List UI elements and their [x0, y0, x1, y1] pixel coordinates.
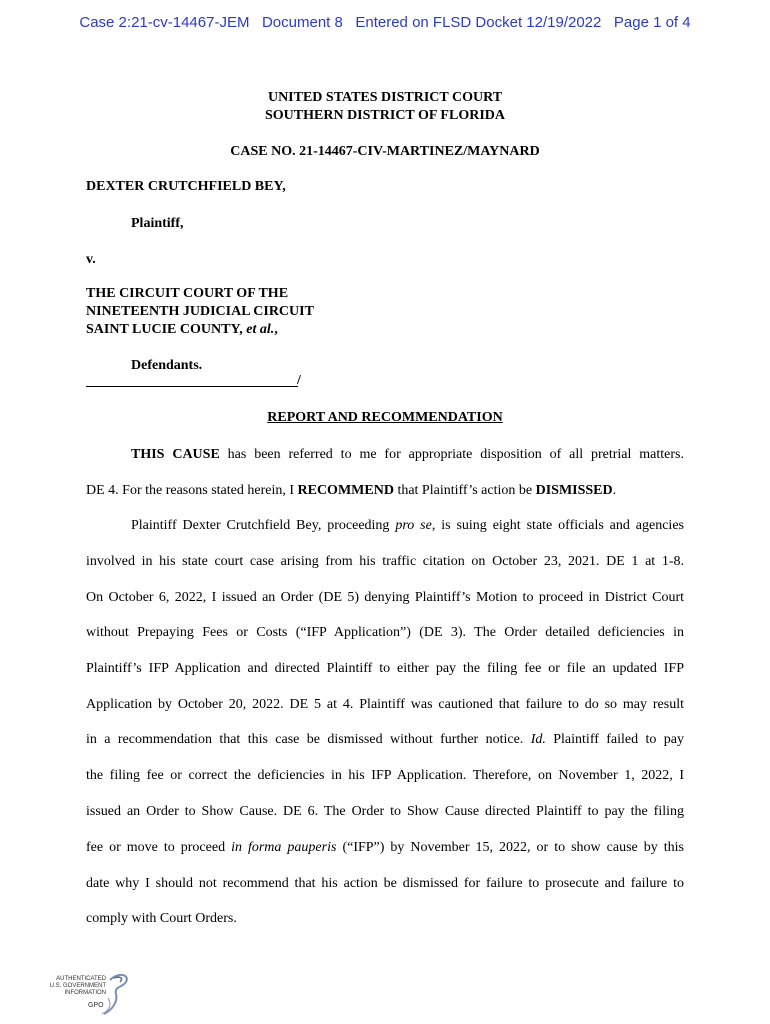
body-line: DE 4. For the reasons stated herein, I RECOMMEND that Plaintiff’s action be DISMISSED.: [86, 483, 617, 498]
body-line: comply with Court Orders.: [86, 911, 237, 926]
defendant-line-1: THE CIRCUIT COURT OF THE: [86, 286, 289, 301]
body-line: issued an Order to Show Cause. DE 6. The Order to Show Cause directed Plaintiff to pay the filing: [86, 804, 684, 819]
case-ref: Case 2:21-cv-14467-JEM: [79, 14, 250, 31]
body-line: date why I should not recommend that his action be dismissed for failure to prosecute and failure to: [86, 876, 684, 891]
body-line: without Prepaying Fees or Costs (“IFP Application”) (DE 3). The Order detailed deficiencies in: [86, 625, 684, 640]
document-title: REPORT AND RECOMMENDATION: [267, 410, 503, 425]
caption-rule: [86, 386, 298, 387]
body-line: THIS CAUSE has been referred to me for appropriate disposition of all pretrial matters.: [131, 447, 684, 462]
body-line: the filing fee or correct the deficiencies in his IFP Application. Therefore, on November 1, 2022, I: [86, 768, 684, 783]
body-line: Application by October 20, 2022. DE 5 at 4. Plaintiff was cautioned that failure to do so may result: [86, 697, 684, 712]
body-line: in a recommendation that this case be dismissed without further notice. Id. Plaintiff failed to pay: [86, 732, 684, 747]
body-line: On October 6, 2022, I issued an Order (DE 5) denying Plaintiff’s Motion to proceed in District Court: [86, 590, 684, 605]
plaintiff-role: Plaintiff,: [131, 216, 184, 231]
page-number: Page 1 of 4: [613, 14, 691, 31]
body-line: fee or move to proceed in forma pauperis (“IFP”) by November 15, 2022, or to show cause by this: [86, 840, 684, 855]
case-number: CASE NO. 21-14467-CIV-MARTINEZ/MAYNARD: [230, 144, 540, 159]
body-line: Plaintiff’s IFP Application and directed Plaintiff to either pay the filing fee or file an updated IFP: [86, 661, 684, 676]
caption-slash: /: [297, 373, 301, 388]
body-line: involved in his state court case arising from his traffic citation on October 23, 2021. DE 1 at 1-8.: [86, 554, 684, 569]
court-district: SOUTHERN DISTRICT OF FLORIDA: [265, 108, 505, 123]
seal-agency: GPO: [88, 1002, 104, 1009]
body-line: Plaintiff Dexter Crutchfield Bey, proceeding pro se, is suing eight state officials and agencies: [131, 518, 684, 533]
defendant-role: Defendants.: [131, 358, 203, 373]
court-name: UNITED STATES DISTRICT COURT: [267, 90, 503, 105]
defendant-line-2: NINETEENTH JUDICIAL CIRCUIT: [86, 304, 314, 319]
versus: v.: [86, 252, 96, 267]
defendant-line-3: SAINT LUCIE COUNTY, et al.,: [86, 322, 278, 337]
document-number: Document 8: [261, 14, 343, 31]
docket-header: [0, 14, 770, 31]
entered-docket: Entered on FLSD Docket 12/19/2022: [355, 14, 602, 31]
eagle-icon: [40, 968, 132, 1018]
seal-text: AUTHENTICATED U.S. GOVERNMENT INFORMATION: [49, 976, 106, 996]
plaintiff-name: DEXTER CRUTCHFIELD BEY,: [86, 179, 286, 194]
gpo-authentication-seal: [40, 968, 132, 1018]
